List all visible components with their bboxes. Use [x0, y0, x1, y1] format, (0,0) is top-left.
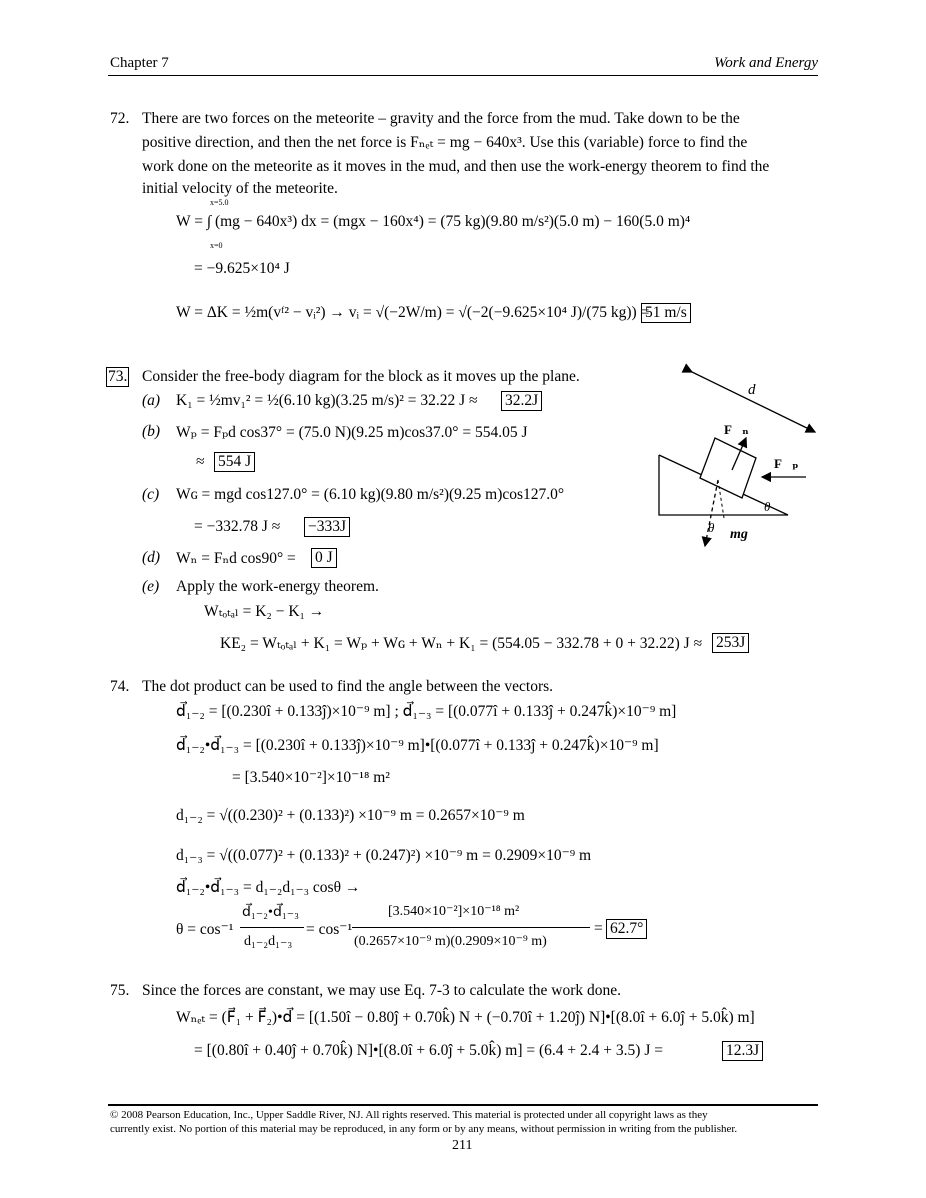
- problem-74-vectors: d⃗₁₋₂ = [(0.230î + 0.133ĵ)×10⁻⁹ m] ; d⃗₁₋₃ = [(0.077î + 0.133ĵ + 0.247k̂)×10⁻⁹ m]: [176, 703, 677, 720]
- part-e-theorem: Wₜₒₜₐₗ = K₂ − K₁ →: [204, 603, 325, 620]
- header-rule: [108, 75, 818, 76]
- part-e-equation: KE₂ = Wₜₒₜₐₗ + K₁ = Wₚ + Wɢ + Wₙ + K₁ = (554.05 − 332.78 + 0 + 32.22) J ≈: [220, 635, 703, 652]
- problem-72-work-result: = −9.625×10⁴ J: [194, 260, 290, 277]
- displacement-arrow: [692, 372, 815, 432]
- problem-75-answer: 12.3J: [722, 1041, 763, 1061]
- copyright-line1: © 2008 Pearson Education, Inc., Upper Saddle River, NJ. All rights reserved. This material is protected under all copyright laws as they: [110, 1109, 708, 1121]
- integral-upper-limit: x=5.0: [210, 198, 229, 207]
- part-d-label: (d): [142, 549, 161, 566]
- problem-74-theta-mid: = cos⁻¹: [306, 921, 353, 938]
- part-a-equation: K₁ = ½mv₁² = ½(6.10 kg)(3.25 m/s)² = 32.22 J ≈: [176, 392, 478, 409]
- part-b-label: (b): [142, 423, 161, 440]
- gravity-label: mg⃗: [730, 527, 759, 542]
- part-c-equation: Wɢ = mgd cos127.0° = (6.10 kg)(9.80 m/s²)(9.25 m)cos127.0°: [176, 486, 565, 503]
- problem-74-angle-relation: d⃗₁₋₂•d⃗₁₋₃ = d₁₋₂d₁₋₃ cosθ →: [176, 879, 361, 896]
- part-a-answer: 32.2J: [501, 391, 542, 411]
- free-body-diagram: [650, 360, 830, 560]
- applied-force-label: F⃗ₚ: [774, 456, 799, 471]
- problem-72-velocity-eq: W = ΔK = ½m(vᶠ² − vᵢ²) → vᵢ = √(−2W/m) = √(−2(−9.625×10⁴ J)/(75 kg)) =: [176, 304, 650, 321]
- part-b-equation: Wₚ = Fₚd cos37° = (75.0 N)(9.25 m)cos37.0° = 554.05 J: [176, 424, 528, 441]
- problem-74-intro: The dot product can be used to find the angle between the vectors.: [142, 678, 554, 695]
- part-c-answer: −333J: [304, 517, 350, 537]
- problem-74-frac2-denominator: (0.2657×10⁻⁹ m)(0.2909×10⁻⁹ m): [354, 934, 547, 949]
- problem-74-magnitude-12: d₁₋₂ = √((0.230)² + (0.133)²) ×10⁻⁹ m = 0.2657×10⁻⁹ m: [176, 807, 525, 824]
- problem-74-dot-result: = [3.540×10⁻²]×10⁻¹⁸ m²: [232, 769, 390, 786]
- problem-74-theta-lhs: θ = cos⁻¹: [176, 921, 234, 938]
- problem-72-line2: positive direction, and then the net force is Fₙₑₜ = mg − 640x³. Use this (variable) force to find the: [142, 134, 748, 151]
- problem-74-frac1-denominator: d₁₋₂d₁₋₃: [244, 934, 293, 949]
- displacement-label: d: [748, 382, 756, 398]
- footer-rule: [108, 1104, 818, 1106]
- part-e-text: Apply the work-energy theorem.: [176, 578, 379, 595]
- problem-75-number: 75.: [110, 982, 130, 999]
- part-c-result: = −332.78 J ≈: [194, 518, 281, 535]
- problem-75-intro: Since the forces are constant, we may use Eq. 7-3 to calculate the work done.: [142, 982, 622, 999]
- part-b-approx: ≈: [196, 453, 205, 470]
- problem-73-number: 73.: [108, 368, 128, 385]
- problem-74-frac1-numerator: d⃗₁₋₂•d⃗₁₋₃: [242, 905, 299, 920]
- chapter-title: Work and Energy: [714, 55, 818, 71]
- integral-lower-limit: x=0: [210, 241, 223, 250]
- part-e-label: (e): [142, 578, 160, 595]
- problem-72-answer: 51 m/s: [641, 303, 691, 323]
- problem-75-work-eq: Wₙₑₜ = (F⃗₁ + F⃗₂)•d⃗ = [(1.50î − 0.80ĵ + 0.70k̂) N + (−0.70î + 1.20ĵ) N]•[(8.0î + 6.0ĵ + 5.0k̂) m]: [176, 1009, 755, 1026]
- problem-74-number: 74.: [110, 678, 130, 695]
- gravity-angle-label: θ: [708, 520, 715, 535]
- problem-74-magnitude-13: d₁₋₃ = √((0.077)² + (0.133)² + (0.247)²) ×10⁻⁹ m = 0.2909×10⁻⁹ m: [176, 847, 592, 864]
- block: [700, 438, 756, 498]
- problem-74-equals: =: [594, 920, 603, 937]
- problem-72-work-integral: W = ∫ (mg − 640x³) dx = (mgx − 160x⁴) = (75 kg)(9.80 m/s²)(5.0 m) − 160(5.0 m)⁴: [176, 213, 691, 230]
- problem-74-dot-product: d⃗₁₋₂•d⃗₁₋₃ = [(0.230î + 0.133ĵ)×10⁻⁹ m]•[(0.077î + 0.133ĵ + 0.247k̂)×10⁻⁹ m]: [176, 737, 659, 754]
- page-number: 211: [452, 1138, 473, 1153]
- problem-74-frac2-numerator: [3.540×10⁻²]×10⁻¹⁸ m²: [388, 904, 520, 919]
- part-b-answer: 554 J: [214, 452, 255, 472]
- gravity-arrow: [705, 480, 718, 546]
- problem-72-line3: work done on the meteorite as it moves in the mud, and then use the work-energy theorem to find the: [142, 158, 770, 175]
- part-a-label: (a): [142, 392, 161, 409]
- problem-75-work-result: = [(0.80î + 0.40ĵ + 0.70k̂) N]•[(8.0î + 6.0ĵ + 5.0k̂) m] = (6.4 + 2.4 + 3.5) J =: [194, 1042, 663, 1059]
- part-d-equation: Wₙ = Fₙd cos90° =: [176, 550, 296, 567]
- problem-72-line4: initial velocity of the meteorite.: [142, 180, 338, 197]
- problem-72-line1: There are two forces on the meteorite – gravity and the force from the mud. Take down to be the: [142, 110, 740, 127]
- normal-force-label: F⃗ₙ: [724, 422, 749, 437]
- problem-72-number: 72.: [110, 110, 130, 127]
- problem-74-frac2-bar: [352, 927, 590, 928]
- incline-angle-label: θ: [764, 499, 771, 514]
- problem-74-frac1-bar: [240, 927, 304, 928]
- problem-74-answer: 62.7°: [606, 919, 647, 939]
- chapter-label: Chapter 7: [110, 55, 169, 71]
- part-d-answer: 0 J: [311, 548, 337, 568]
- problem-73-intro: Consider the free-body diagram for the block as it moves up the plane.: [142, 368, 580, 385]
- part-c-label: (c): [142, 486, 160, 503]
- part-e-answer: 253J: [712, 633, 749, 653]
- copyright-line2: currently exist. No portion of this material may be reproduced, in any form or by any means, without permission in writing from the publisher.: [110, 1123, 738, 1135]
